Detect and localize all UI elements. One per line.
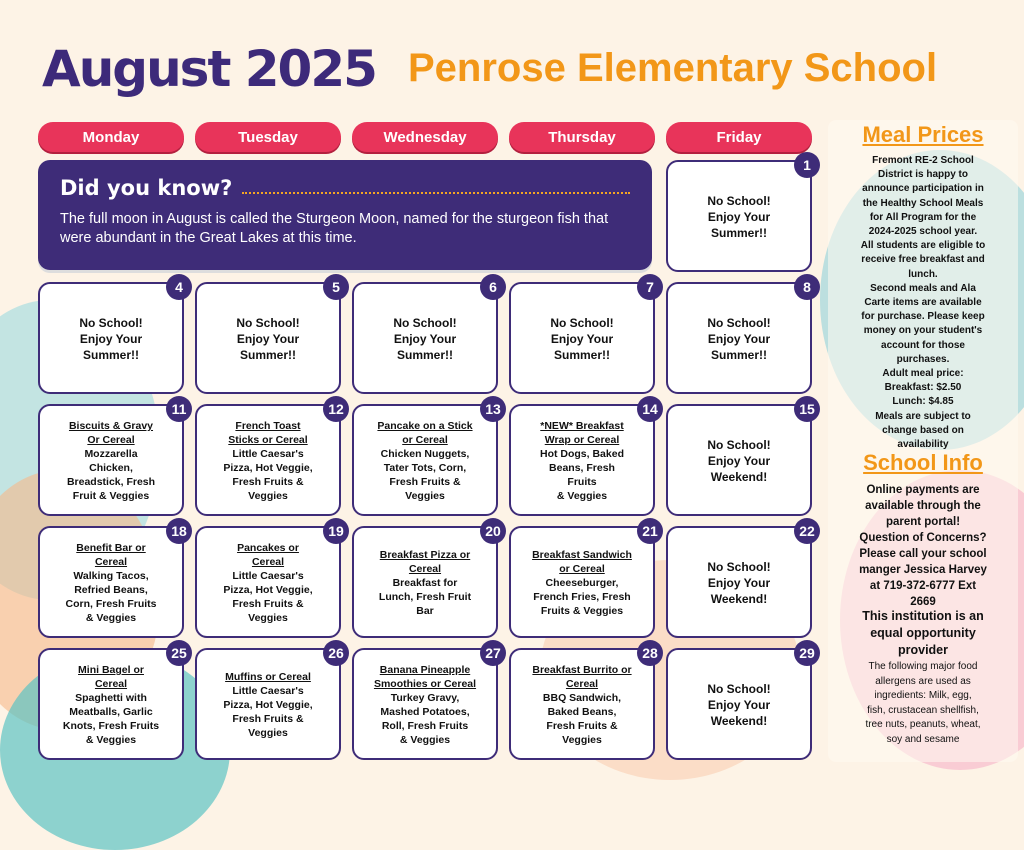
day-cell-28 xyxy=(509,645,658,760)
lunch-item: Cheeseburger, French Fries, Fresh Fruits & Veggies xyxy=(533,577,631,617)
school-title: Penrose Elementary School xyxy=(408,46,938,90)
day-menu-text: No School! Enjoy Your Summer!! xyxy=(236,316,300,362)
lunch-item: Mozzarella Chicken, Breadstick, Fresh Fruit & Veggies xyxy=(66,448,156,502)
day-number: 26 xyxy=(323,640,349,666)
day-number: 22 xyxy=(794,518,820,544)
weekday-header-tuesday: Tuesday xyxy=(195,122,341,152)
breakfast-item: Breakfast Pizza or Cereal xyxy=(379,549,471,575)
day-number: 19 xyxy=(323,518,349,544)
allergen-body: The following major food allergens are used as ingredients: Milk, egg, fish, crustacean shellfish, tree nuts, peanuts, wheat, soy and sesame xyxy=(865,661,981,745)
day-cell-5 xyxy=(195,279,341,394)
breakfast-item: Pancakes or Cereal xyxy=(237,542,299,568)
day-number: 7 xyxy=(637,274,663,300)
weekday-header-monday: Monday xyxy=(38,122,184,152)
lunch-item: Breakfast for Lunch, Fresh Fruit Bar xyxy=(378,577,472,617)
day-number: 18 xyxy=(166,518,192,544)
did-you-know-banner xyxy=(38,160,652,270)
breakfast-item: Muffins or Cereal xyxy=(225,671,311,683)
breakfast-item: Breakfast Burrito or Cereal xyxy=(532,664,632,690)
day-cell-8 xyxy=(666,279,812,394)
day-number: 27 xyxy=(480,640,506,666)
lunch-item: BBQ Sandwich, Baked Beans, Fresh Fruits & Veggies xyxy=(542,692,622,746)
banner-body: The full moon in August is called the Sturgeon Moon, named for the sturgeon fish that were abundant in the Great Lakes at this time. xyxy=(60,211,609,246)
day-menu-text: No School! Enjoy Your Weekend! xyxy=(707,560,771,606)
day-cell-6 xyxy=(352,279,498,394)
lunch-item: Little Caesar's Pizza, Hot Veggie, Fresh Fruits & Veggies xyxy=(223,448,313,502)
day-cell-12 xyxy=(195,401,344,516)
day-menu-text: No School! Enjoy Your Weekend! xyxy=(707,438,771,484)
school-info-title: School Info xyxy=(863,450,983,475)
meal-prices-title: Meal Prices xyxy=(862,122,984,147)
day-number: 29 xyxy=(794,640,820,666)
breakfast-item: Breakfast Sandwich or Cereal xyxy=(532,549,632,575)
banner-heading-row xyxy=(60,176,630,200)
banner-heading: Did you know? xyxy=(60,176,233,200)
school-info-text xyxy=(828,482,1018,610)
breakfast-item: French Toast Sticks or Cereal xyxy=(228,420,308,446)
day-number: 14 xyxy=(637,396,663,422)
lunch-item: Little Caesar's Pizza, Hot Veggie, Fresh Fruits & Veggies xyxy=(223,685,313,739)
day-number: 4 xyxy=(166,274,192,300)
day-number: 28 xyxy=(637,640,663,666)
lunch-item: Walking Tacos, Refried Beans, Corn, Fresh Fruits & Veggies xyxy=(65,570,157,624)
month-title: August 2025 xyxy=(42,40,376,98)
day-cell-4 xyxy=(38,279,184,394)
day-cell-27 xyxy=(352,645,501,760)
breakfast-item: *NEW* Breakfast Wrap or Cereal xyxy=(540,420,624,446)
breakfast-item: Pancake on a Stick or Cereal xyxy=(377,420,473,446)
day-number: 15 xyxy=(794,396,820,422)
weekday-header-wednesday: Wednesday xyxy=(352,122,498,152)
day-menu-text: No School! Enjoy Your Summer!! xyxy=(393,316,457,362)
day-menu-text: No School! Enjoy Your Summer!! xyxy=(79,316,143,362)
day-cell-21 xyxy=(509,523,658,638)
breakfast-item: Biscuits & Gravy Or Cereal xyxy=(68,420,154,446)
allergen-text xyxy=(828,660,1018,747)
day-number: 12 xyxy=(323,396,349,422)
day-number: 21 xyxy=(637,518,663,544)
equal-opportunity-text xyxy=(828,608,1018,659)
day-cell-13 xyxy=(352,401,501,516)
day-cell-18 xyxy=(38,523,187,638)
day-cell-11 xyxy=(38,401,187,516)
day-number: 20 xyxy=(480,518,506,544)
lunch-item: Little Caesar's Pizza, Hot Veggie, Fresh Fruits & Veggies xyxy=(223,570,313,624)
day-number: 11 xyxy=(166,396,192,422)
day-number: 8 xyxy=(794,274,820,300)
school-info-body: Online payments are available through the parent portal! Question of Concerns? Please call your school manger Jessica Harvey at 719-372-6777 Ext 2669 xyxy=(859,484,987,608)
day-cell-20 xyxy=(352,523,501,638)
lunch-item: Spaghetti with Meatballs, Garlic Knots, Fresh Fruits & Veggies xyxy=(62,692,160,746)
day-cell-25 xyxy=(38,645,187,760)
day-number: 1 xyxy=(794,152,820,178)
lunch-item: Chicken Nuggets, Tater Tots, Corn, Fresh Fruits & Veggies xyxy=(380,448,470,502)
day-cell-19 xyxy=(195,523,344,638)
day-number: 25 xyxy=(166,640,192,666)
day-menu-text: No School! Enjoy Your Summer!! xyxy=(707,316,771,362)
day-menu-text: No School! Enjoy Your Summer!! xyxy=(550,316,614,362)
equal-opportunity-body: This institution is an equal opportunity provider xyxy=(862,609,984,657)
day-menu-text: No School! Enjoy Your Weekend! xyxy=(707,682,771,728)
meal-prices-text xyxy=(828,154,1018,452)
day-number: 6 xyxy=(480,274,506,300)
meal-prices-body: Fremont RE-2 School District is happy to announce participation in the Healthy School Meals for All Program for the 2024-2025 school year. All students are eligible to receive free breakfast and lunch. Second meals and Ala Carte items are available for purchase. Please keep money on your student's account for those purchases. Adult meal price: Breakfast: $2.50 Lunch: $4.85 Meals are subject to change based on availability xyxy=(860,155,986,451)
day-cell-1 xyxy=(666,157,812,272)
day-menu-text: No School! Enjoy Your Summer!! xyxy=(707,194,771,240)
day-cell-29 xyxy=(666,645,815,760)
day-number: 13 xyxy=(480,396,506,422)
day-number: 5 xyxy=(323,274,349,300)
banner-dotted-rule xyxy=(242,192,630,194)
breakfast-item: Banana Pineapple Smoothies or Cereal xyxy=(373,664,477,690)
lunch-item: Hot Dogs, Baked Beans, Fresh Fruits & Veggies xyxy=(539,448,624,502)
day-cell-15 xyxy=(666,401,815,516)
breakfast-item: Benefit Bar or Cereal xyxy=(76,542,146,568)
day-cell-14 xyxy=(509,401,658,516)
day-cell-22 xyxy=(666,523,815,638)
weekday-header-friday: Friday xyxy=(666,122,812,152)
day-cell-7 xyxy=(509,279,655,394)
day-cell-26 xyxy=(195,645,344,760)
lunch-item: Turkey Gravy, Mashed Potatoes, Roll, Fresh Fruits & Veggies xyxy=(380,692,470,746)
weekday-header-thursday: Thursday xyxy=(509,122,655,152)
breakfast-item: Mini Bagel or Cereal xyxy=(78,664,144,690)
